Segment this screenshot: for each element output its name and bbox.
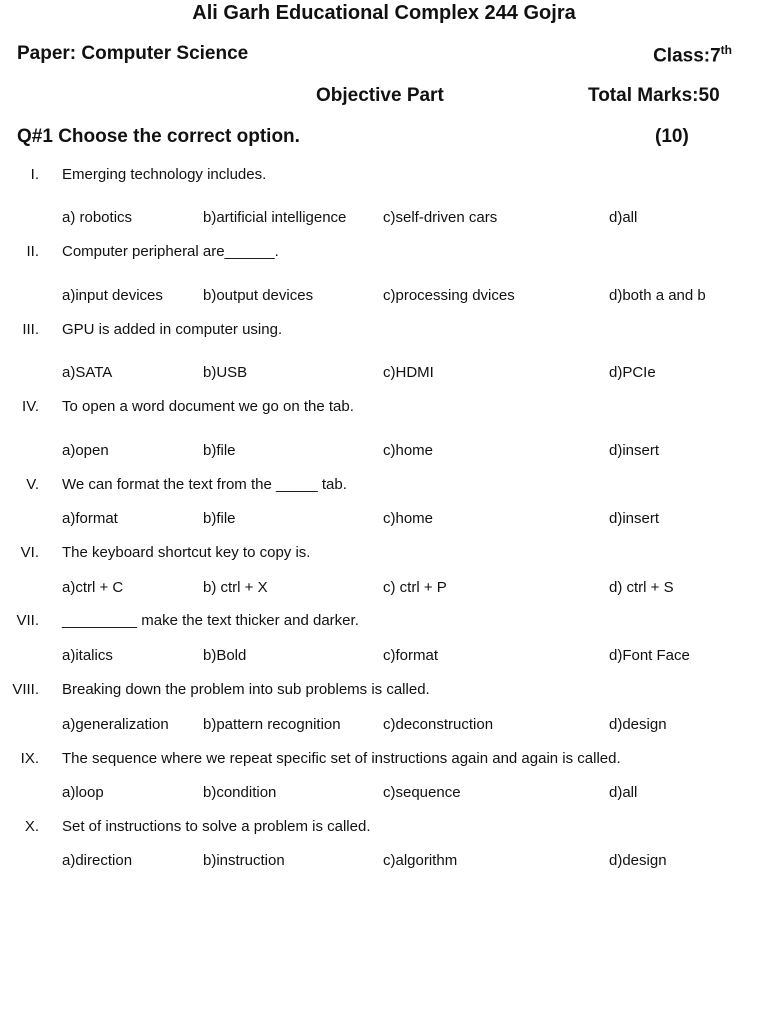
option-b: b)instruction <box>203 852 285 869</box>
question-number: V. <box>26 476 39 493</box>
question-text: The keyboard shortcut key to copy is. <box>62 544 311 561</box>
school-title: Ali Garh Educational Complex 244 Gojra <box>192 2 576 24</box>
option-d: d)design <box>609 852 667 869</box>
option-c: c)self-driven cars <box>383 209 498 226</box>
question-text: Emerging technology includes. <box>62 166 267 183</box>
question-number: IX. <box>20 750 39 767</box>
class-text: Class:7 <box>653 45 721 67</box>
class-label <box>653 43 732 67</box>
option-c: c)format <box>383 647 439 664</box>
option-d: d)design <box>609 716 667 733</box>
question-number: X. <box>24 818 39 835</box>
question-stem-row <box>0 398 768 418</box>
option-d: d)all <box>609 784 638 801</box>
option-c: c)home <box>383 510 434 527</box>
option-c: c) ctrl + P <box>383 579 447 596</box>
option-d: d) ctrl + S <box>609 579 674 596</box>
option-b: b)file <box>203 442 236 459</box>
option-a: a)direction <box>62 852 133 869</box>
option-a: a)open <box>62 442 109 459</box>
option-b: b)pattern recognition <box>203 716 341 733</box>
option-a: a)SATA <box>62 364 113 381</box>
question-stem-row <box>0 166 768 186</box>
option-c: c)algorithm <box>383 852 458 869</box>
option-b: b)condition <box>203 784 277 801</box>
question-text: _________ make the text thicker and darker. <box>62 612 359 629</box>
option-c: c)deconstruction <box>383 716 494 733</box>
question-stem-row <box>0 476 768 496</box>
question-stem-row <box>0 681 768 701</box>
question-number: VIII. <box>12 681 39 698</box>
option-d: d)insert <box>609 510 660 527</box>
option-d: d)insert <box>609 442 660 459</box>
class-superscript: th <box>720 43 732 57</box>
question-text: GPU is added in computer using. <box>62 321 283 338</box>
question-number: III. <box>22 321 39 338</box>
option-d: d)all <box>609 209 638 226</box>
option-a: a)italics <box>62 647 113 664</box>
question-number: IV. <box>22 398 39 415</box>
option-a: a)loop <box>62 784 104 801</box>
option-b: b)USB <box>203 364 248 381</box>
part-title: Objective Part <box>316 85 444 106</box>
option-d: d)both a and b <box>609 287 706 304</box>
option-a: a)format <box>62 510 118 527</box>
question-marks: (10) <box>655 126 689 147</box>
option-a: a)generalization <box>62 716 169 733</box>
question-text: Set of instructions to solve a problem is called. <box>62 818 371 835</box>
question-text: Computer peripheral are______. <box>62 243 279 260</box>
option-b: b)file <box>203 510 236 527</box>
option-c: c)sequence <box>383 784 461 801</box>
option-b: b)output devices <box>203 287 314 304</box>
question-number: VI. <box>20 544 39 561</box>
question-stem-row <box>0 612 768 632</box>
option-d: d)Font Face <box>609 647 690 664</box>
option-d: d)PCIe <box>609 364 656 381</box>
question-text: To open a word document we go on the tab. <box>62 398 354 415</box>
paper-subject: Paper: Computer Science <box>17 43 249 64</box>
question-number: I. <box>30 166 39 183</box>
question-number: VII. <box>16 612 39 629</box>
option-c: c)HDMI <box>383 364 434 381</box>
option-b: b) ctrl + X <box>203 579 268 596</box>
question-stem-row <box>0 544 768 564</box>
option-a: a)input devices <box>62 287 163 304</box>
total-marks: Total Marks:50 <box>588 85 720 106</box>
question-number: II. <box>26 243 39 260</box>
question-stem-row <box>0 750 768 770</box>
option-b: b)Bold <box>203 647 247 664</box>
question-text: The sequence where we repeat specific set of instructions again and again is called. <box>62 750 621 767</box>
question-stem-row <box>0 243 768 263</box>
option-a: a) robotics <box>62 209 133 226</box>
option-c: c)home <box>383 442 434 459</box>
question-heading: Q#1 Choose the correct option. <box>17 126 300 147</box>
option-b: b)artificial intelligence <box>203 209 347 226</box>
question-stem-row <box>0 818 768 838</box>
question-stem-row <box>0 321 768 341</box>
option-c: c)processing dvices <box>383 287 515 304</box>
question-text: We can format the text from the _____ tab. <box>62 476 347 493</box>
question-text: Breaking down the problem into sub problems is called. <box>62 681 430 698</box>
option-a: a)ctrl + C <box>62 579 124 596</box>
